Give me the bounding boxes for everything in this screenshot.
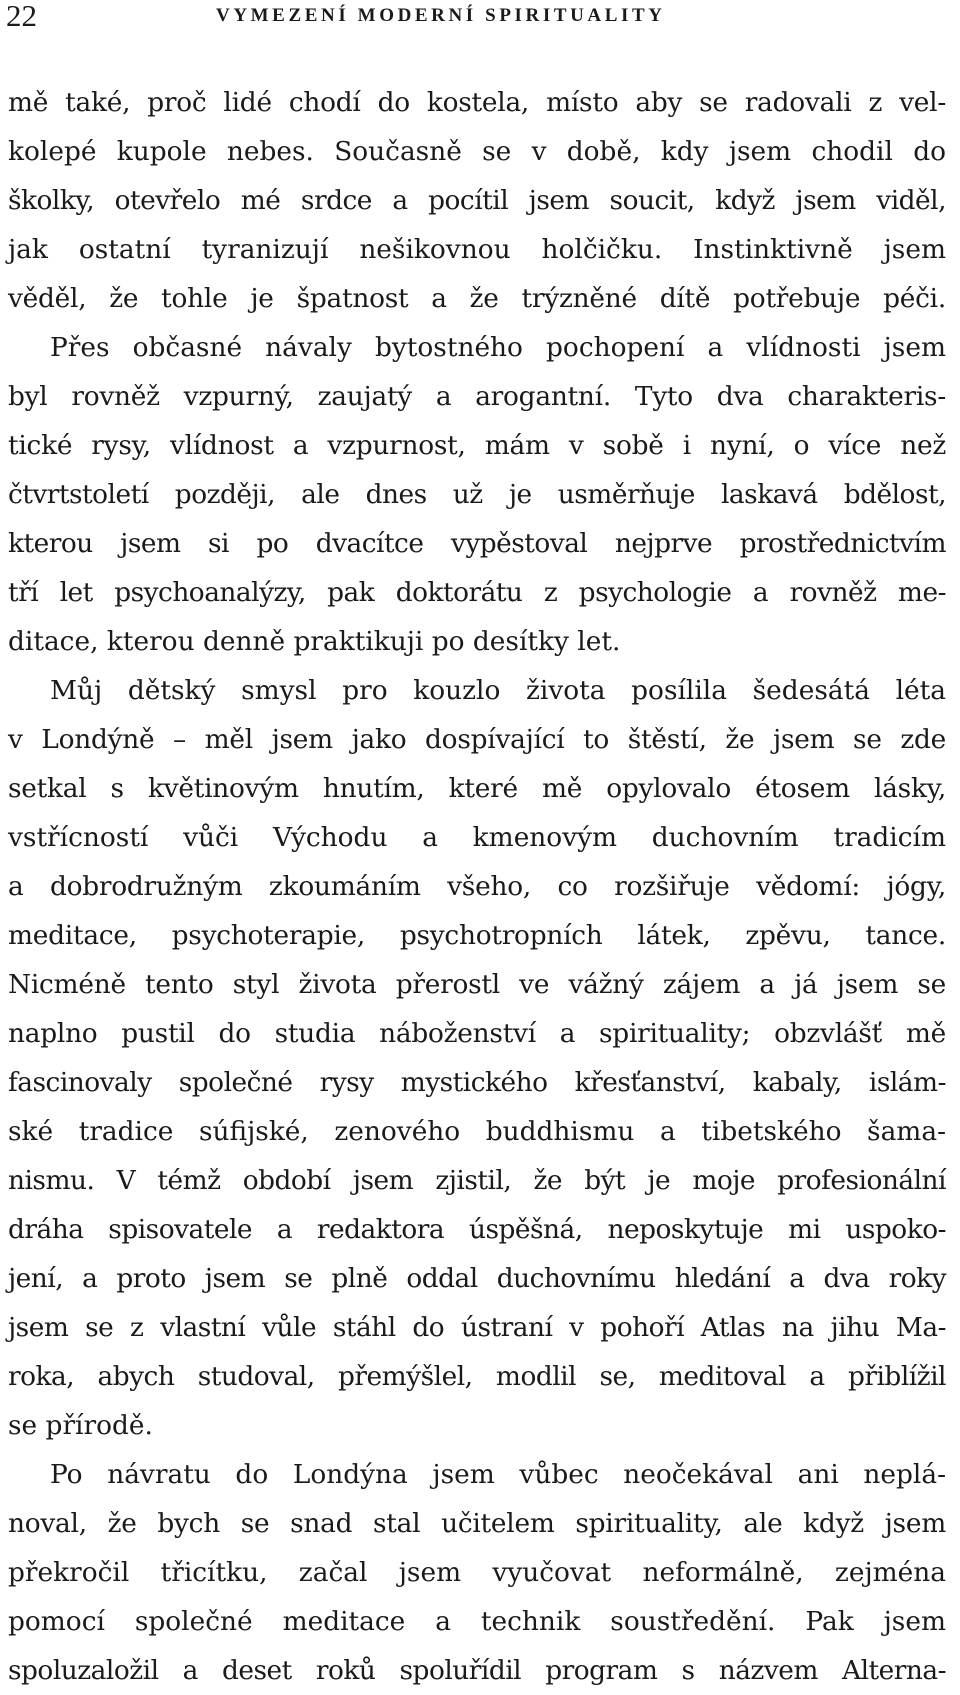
text-line: pomocí společné meditace a technik soustředění. Pak jsem <box>8 1606 946 1637</box>
text-line: školky, otevřelo mé srdce a pocítil jsem soucit, když jsem viděl, <box>8 185 946 216</box>
text-line: čtvrtstoletí později, ale dnes už je usměrňuje laskavá bdělost, <box>8 479 946 510</box>
text-line: dráha spisovatele a redaktora úspěšná, neposkytuje mi uspoko- <box>8 1214 946 1245</box>
text-line: tické rysy, vlídnost a vzpurnost, mám v sobě i nyní, o více než <box>8 430 946 461</box>
text-line: ditace, kterou denně praktikuji po desítky let. <box>8 626 621 657</box>
text-line: překročil třicítku, začal jsem vyučovat neformálně, zejména <box>8 1557 946 1588</box>
text-line: fascinovaly společné rysy mystického křesťanství, kabaly, islám- <box>8 1067 946 1098</box>
text-line: Po návratu do Londýna jsem vůbec neočekával ani neplá- <box>50 1459 946 1490</box>
text-line: jsem se z vlastní vůle stáhl do ústraní v pohoří Atlas na jihu Ma- <box>8 1312 946 1343</box>
text-line: meditace, psychoterapie, psychotropních látek, zpěvu, tance. <box>8 920 946 951</box>
text-line: tří let psychoanalýzy, pak doktorátu z psychologie a rovněž me- <box>8 577 946 608</box>
text-line: mě také, proč lidé chodí do kostela, místo aby se radovali z vel- <box>8 87 946 118</box>
text-line: kterou jsem si po dvacítce vypěstoval nejprve prostřednictvím <box>8 528 946 559</box>
text-line: jení, a proto jsem se plně oddal duchovnímu hledání a dva roky <box>8 1263 946 1294</box>
page-number: 22 <box>6 0 37 33</box>
text-line: naplno pustil do studia náboženství a spirituality; obzvlášť mě <box>8 1018 946 1049</box>
text-line: setkal s květinovým hnutím, které mě opylovalo étosem lásky, <box>8 773 946 804</box>
text-line: ské tradice súfijské, zenového buddhismu a tibetského šama- <box>8 1116 946 1147</box>
text-line: spoluzaložil a deset roků spoluřídil program s názvem Alterna- <box>8 1655 946 1686</box>
text-line: roka, abych studoval, přemýšlel, modlil se, meditoval a přiblížil <box>8 1361 946 1392</box>
text-line: byl rovněž vzpurný, zaujatý a arogantní. Tyto dva charakteris- <box>8 381 946 412</box>
text-line: vstřícností vůči Východu a kmenovým duchovním tradicím <box>8 822 946 853</box>
text-line: v Londýně – měl jsem jako dospívající to štěstí, že jsem se zde <box>8 724 946 755</box>
text-line: se přírodě. <box>8 1410 153 1441</box>
page-header <box>6 0 946 36</box>
text-line: jak ostatní tyranizují nešikovnou holčičku. Instinktivně jsem <box>8 234 946 265</box>
text-line: Můj dětský smysl pro kouzlo života posílila šedesátá léta <box>50 675 946 706</box>
text-line: kolepé kupole nebes. Současně se v době, kdy jsem chodil do <box>8 136 946 167</box>
text-line: Přes občasné návaly bytostného pochopení a vlídnosti jsem <box>50 332 946 363</box>
text-line: a dobrodružným zkoumáním všeho, co rozšiřuje vědomí: jógy, <box>8 871 946 902</box>
running-head: VYMEZENÍ MODERNÍ SPIRITUALITY <box>216 5 666 26</box>
body-text <box>8 78 946 1695</box>
text-line: Nicméně tento styl života přerostl ve vážný zájem a já jsem se <box>8 969 946 1000</box>
text-line: věděl, že tohle je špatnost a že trýzněné dítě potřebuje péči. <box>8 283 946 314</box>
text-line: noval, že bych se snad stal učitelem spirituality, ale když jsem <box>8 1508 946 1539</box>
text-line: nismu. V témž období jsem zjistil, že být je moje profesionální <box>8 1165 946 1196</box>
